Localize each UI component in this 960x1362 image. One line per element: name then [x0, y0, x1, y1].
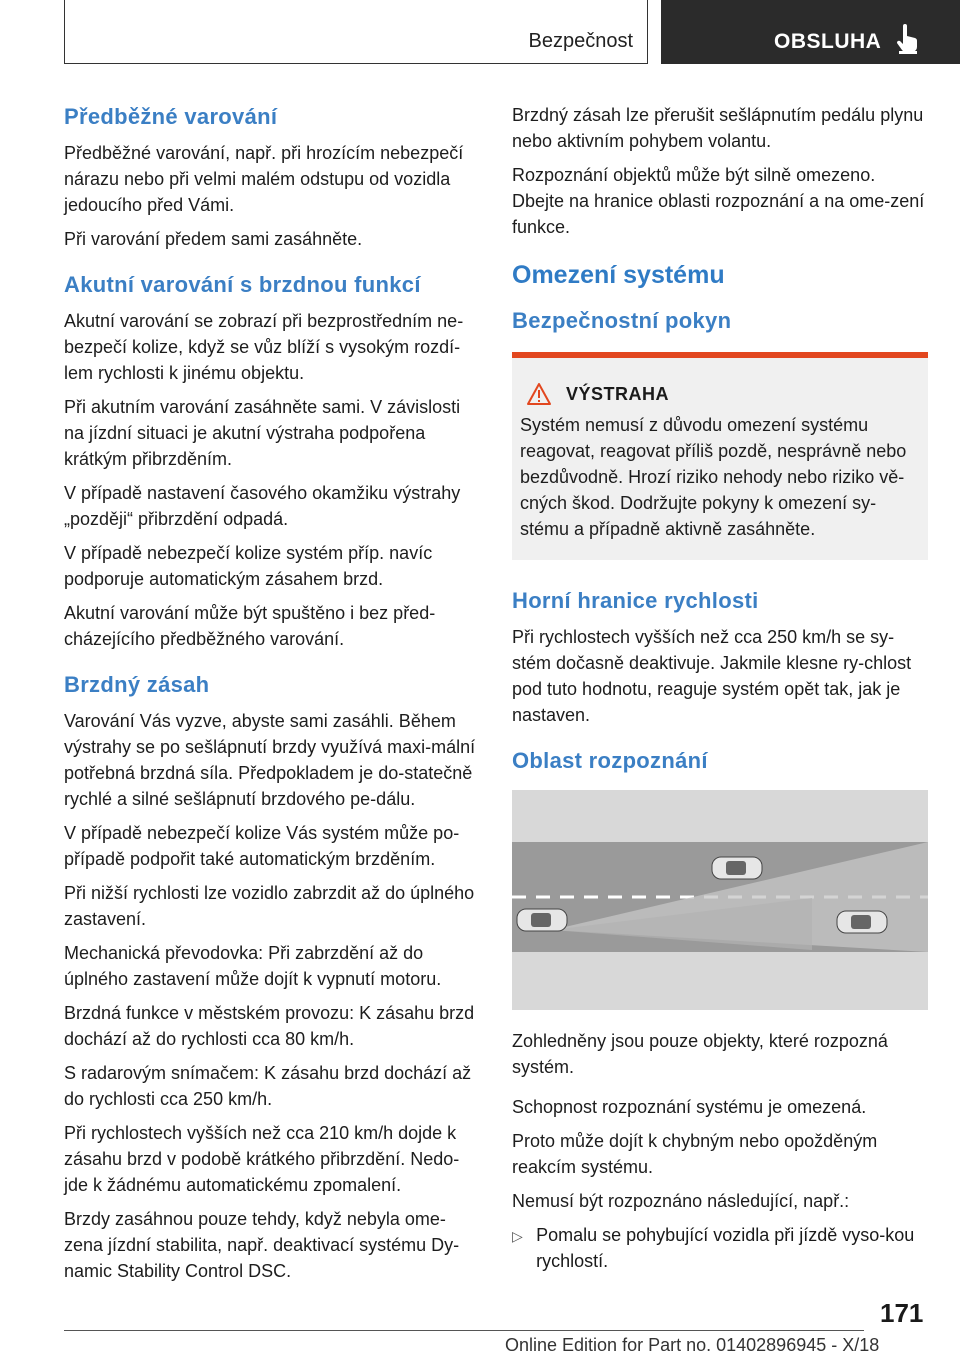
illustration-caption: Zohledněny jsou pouze objekty, které rozpozná systém. [512, 1031, 888, 1077]
own-car [517, 909, 567, 931]
paragraph: Při rychlostech vyšších než cca 210 km/h dojde k zásahu brzd v podobě krátkého přibrzdění. Nedo-jde k žádnému automatickému zpomalení. [64, 1123, 460, 1195]
paragraph: Brzdy zasáhnou pouze tehdy, když nebyla ome-zena jízdní stabilita, např. deaktivací systému Dy-namic Stability Control DSC. [64, 1209, 460, 1281]
warning-text: Systém nemusí z důvodu omezení systému reagovat, reagovat příliš pozdě, nesprávně nebo bezdůvodně. Hrozí riziko nehody nebo riziko vě-cných škod. Dodržujte pokyny k omezení sy-stému a případně aktivně zasáhněte. [520, 415, 907, 539]
paragraph: S radarovým snímačem: K zásahu brzd dochází až do rychlosti cca 250 km/h. [64, 1063, 472, 1109]
paragraph: Proto může dojít k chybným nebo opožděným reakcím systému. [512, 1131, 878, 1177]
paragraph: Mechanická převodovka: Při zabrzdění až do úplného zastavení může dojít k vypnutí motoru. [64, 943, 442, 989]
paragraph: Při varování předem sami zasáhněte. [64, 229, 363, 249]
paragraph: Předběžné varování, např. při hrozícím nebezpečí nárazu nebo při velmi malém odstupu od vozidla jedoucího před Vámi. [64, 143, 464, 215]
paragraph: Akutní varování může být spuštěno i bez před-cházejícího předběžného varování. [64, 603, 436, 649]
left-column [64, 102, 480, 1292]
heading-omezeni-systemu: Omezení systému [512, 261, 725, 289]
header-section-title: Bezpečnost [528, 30, 633, 52]
paragraph: V případě nastavení časového okamžiku výstrahy „později“ přibrzdění odpadá. [64, 483, 461, 529]
paragraph: Brzdný zásah lze přerušit sešlápnutím pedálu plynu nebo aktivním pohybem volantu. [512, 105, 924, 151]
heading-predbezne-varovani: Předběžné varování [64, 104, 278, 129]
footer-divider [64, 1330, 864, 1331]
right-column [512, 102, 928, 1274]
car-detected [712, 857, 762, 879]
paragraph: Při nižší rychlosti lze vozidlo zabrzdit až do úplného zastavení. [64, 883, 475, 929]
heading-oblast-rozpoznani: Oblast rozpoznání [512, 748, 708, 773]
warning-box [512, 352, 928, 560]
paragraph: Nemusí být rozpoznáno následující, např.: [512, 1191, 850, 1211]
page-number: 171 [880, 1298, 924, 1328]
warning-triangle-icon [526, 382, 552, 406]
header-chapter-title: OBSLUHA [774, 30, 882, 53]
hand-pointer-icon [893, 24, 921, 54]
paragraph: Brzdná funkce v městském provozu: K zásahu brzd dochází až do rychlosti cca 80 km/h. [64, 1003, 475, 1049]
detection-area-illustration [512, 790, 928, 1010]
footer-edition: Online Edition for Part no. 01402896945 - X/18 [505, 1335, 880, 1355]
list-item [512, 1222, 928, 1274]
header-section-box [64, 0, 648, 64]
paragraph: Rozpoznání objektů může být silně omezeno. Dbejte na hranice oblasti rozpoznání a na ome-zení funkce. [512, 165, 925, 237]
heading-bezpecnostni-pokyn: Bezpečnostní pokyn [512, 308, 732, 333]
paragraph: Varování Vás vyzve, abyste sami zasáhli. Během výstrahy se po sešlápnutí brzdy využívá maxi-mální potřebná brzdná síla. Předpokladem je do-statečně rychlé a silné sešlápnutí brzdového pe-dálu. [64, 711, 476, 809]
heading-akutni-varovani: Akutní varování s brzdnou funkcí [64, 272, 421, 297]
paragraph: V případě nebezpečí kolize Vás systém může po-případě podpořit také automatickým brzděním. [64, 823, 460, 869]
paragraph: Při rychlostech vyšších než cca 250 km/h se sy-stém dočasně deaktivuje. Jakmile klesne ry-chlost pod tuto hodnotu, reaguje systém opět tak, jak je nastaven. [512, 627, 912, 725]
heading-brzdny-zasah: Brzdný zásah [64, 672, 210, 697]
heading-horni-hranice-rychlosti: Horní hranice rychlosti [512, 588, 759, 613]
car-ahead [837, 911, 887, 933]
paragraph: Schopnost rozpoznání systému je omezená. [512, 1097, 867, 1117]
triangle-bullet-icon: ▷ [512, 1228, 523, 1244]
paragraph: V případě nebezpečí kolize systém příp. navíc podporuje automatickým zásahem brzd. [64, 543, 433, 589]
paragraph: Při akutním varování zasáhněte sami. V závislosti na jízdní situaci je akutní výstraha podpořena krátkým přibrzděním. [64, 397, 461, 469]
warning-title: VÝSTRAHA [566, 383, 670, 404]
list-item-text: Pomalu se pohybující vozidla při jízdě vyso-kou rychlostí. [536, 1225, 915, 1271]
header-chapter-box [661, 0, 960, 64]
paragraph: Akutní varování se zobrazí při bezprostředním ne-bezpečí kolize, když se vůz blíží s vysokým rozdí-lem rychlosti k jinému objektu. [64, 311, 464, 383]
